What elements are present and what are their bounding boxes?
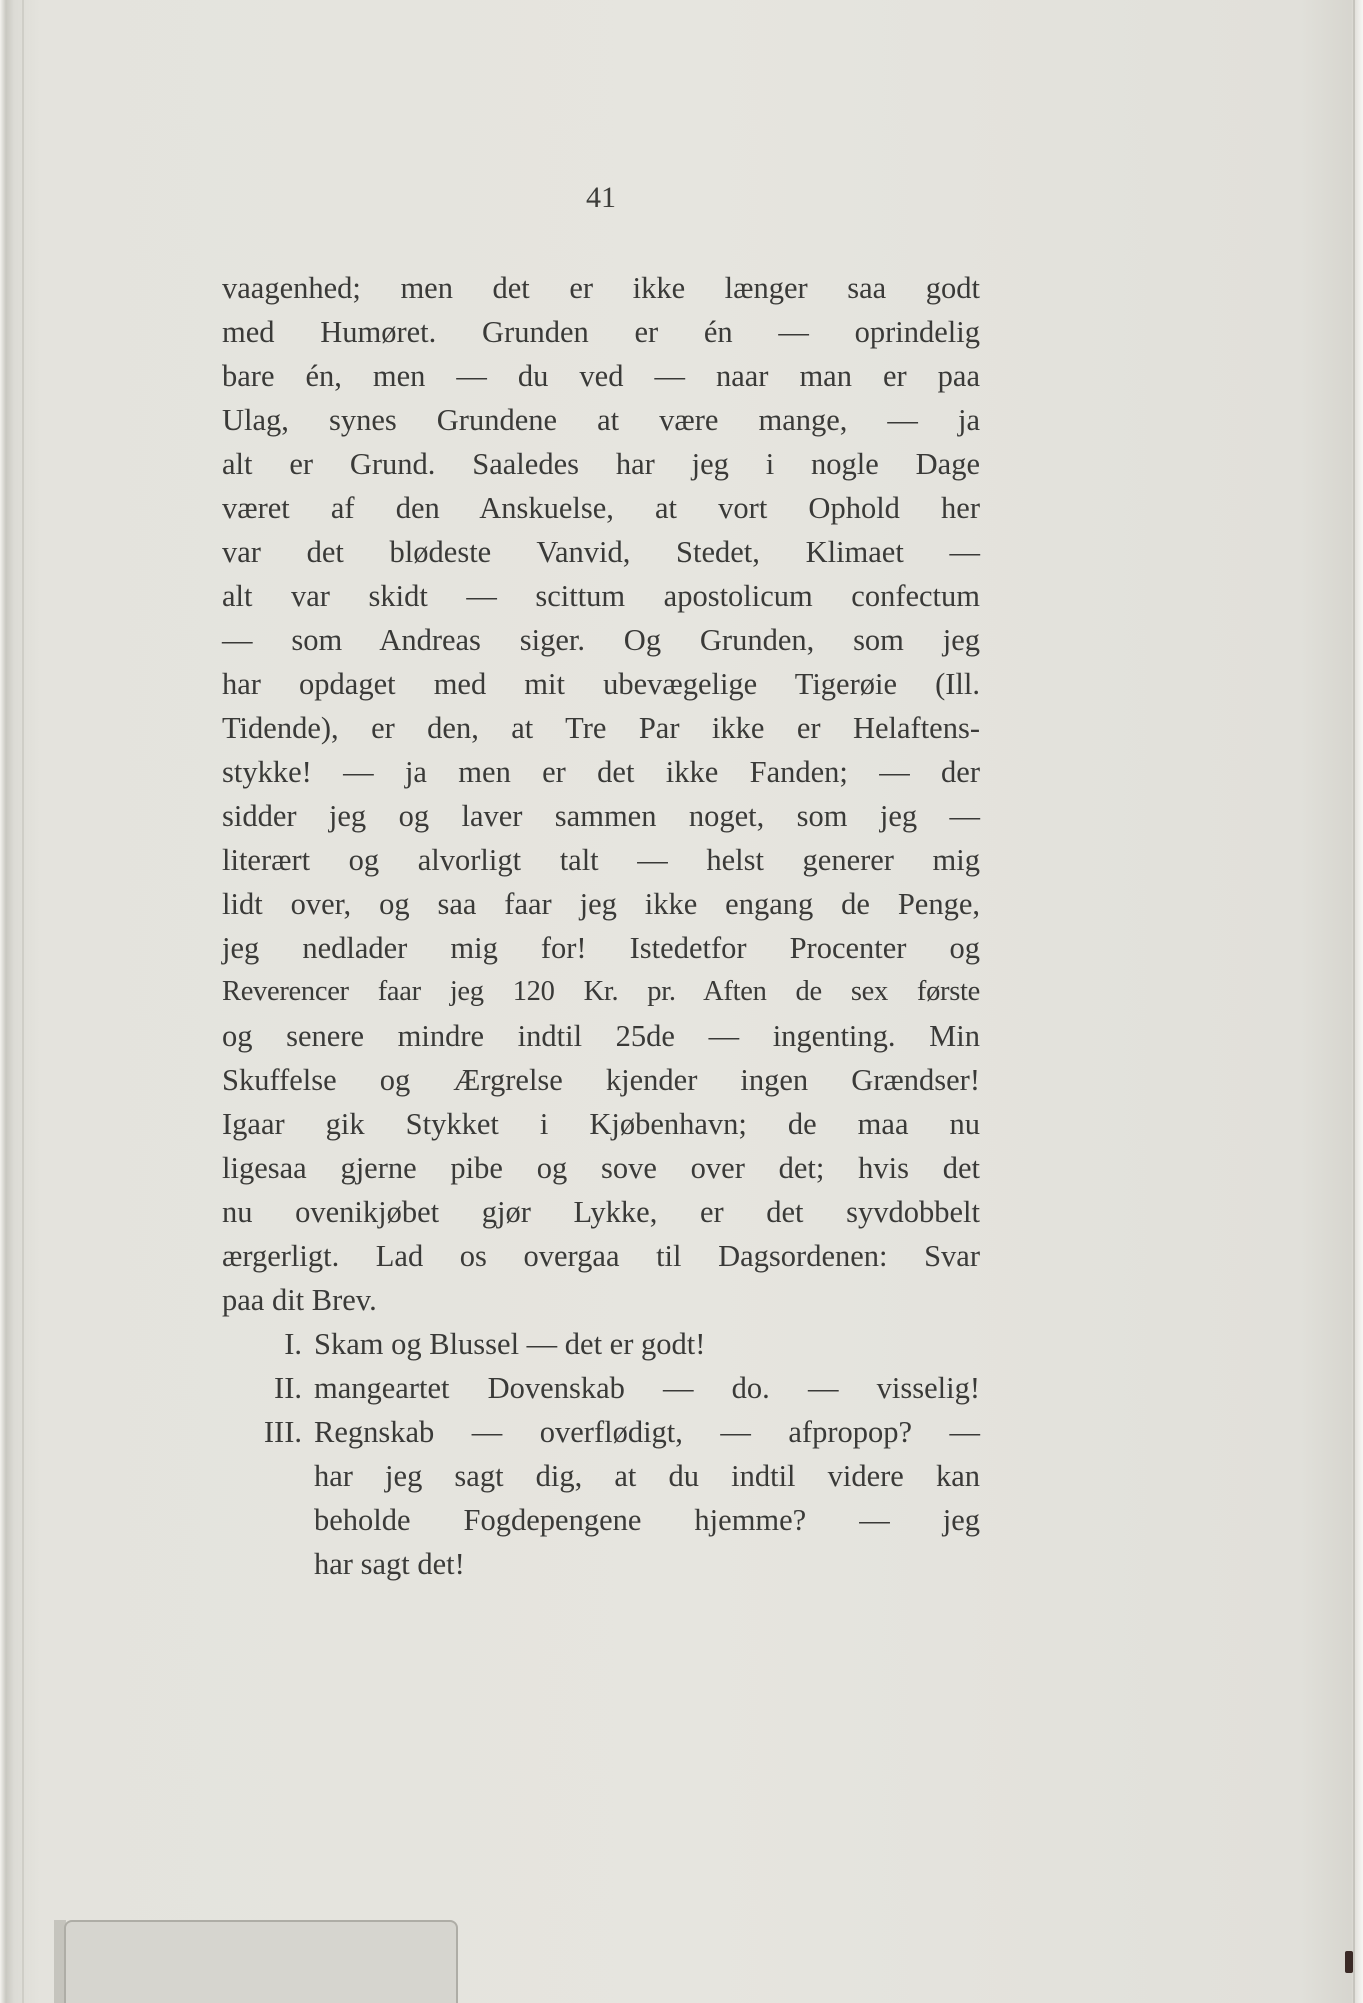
body-line: nu ovenikjøbet gjør Lykke, er det syvdobbelt	[222, 1195, 980, 1229]
body-line: ligesaa gjerne pibe og sove over det; hvis det	[222, 1151, 980, 1185]
list-line: har sagt det!	[314, 1547, 465, 1581]
body-line: været af den Anskuelse, at vort Ophold her	[222, 491, 980, 525]
body-line: lidt over, og saa faar jeg ikke engang de Penge,	[222, 887, 980, 921]
list-line: beholde Fogdepengene hjemme? — jeg	[314, 1503, 980, 1537]
list-line: har jeg sagt dig, at du indtil videre kan	[314, 1459, 980, 1493]
body-line: jeg nedlader mig for! Istedetfor Procenter og	[222, 931, 980, 965]
body-line: Skuffelse og Ærgrelse kjender ingen Grændser!	[222, 1063, 980, 1097]
body-line: — som Andreas siger. Og Grunden, som jeg	[222, 623, 980, 657]
body-line: og senere mindre indtil 25de — ingenting. Min	[222, 1019, 980, 1053]
body-line: sidder jeg og laver sammen noget, som jeg —	[222, 799, 980, 833]
list-line: Skam og Blussel — det er godt!	[314, 1327, 706, 1361]
left-page-edge	[0, 0, 30, 2003]
list-line: Regnskab — overflødigt, — afpropop? —	[314, 1415, 980, 1449]
body-line: stykke! — ja men er det ikke Fanden; — der	[222, 755, 980, 789]
corner-mark	[1345, 1951, 1353, 1973]
body-line: literært og alvorligt talt — helst generer mig	[222, 843, 980, 877]
list-number: I.	[284, 1327, 302, 1361]
body-line: alt var skidt — scittum apostolicum confectum	[222, 579, 980, 613]
body-line: Reverencer faar jeg 120 Kr. pr. Aften de sex første	[222, 976, 980, 1007]
body-line: bare én, men — du ved — naar man er paa	[222, 359, 980, 393]
body-line: alt er Grund. Saaledes har jeg i nogle Dage	[222, 447, 980, 481]
body-line: ærgerligt. Lad os overgaa til Dagsordenen: Svar	[222, 1239, 980, 1273]
body-line: paa dit Brev.	[222, 1283, 377, 1317]
body-line: vaagenhed; men det er ikke længer saa godt	[222, 271, 980, 305]
list-line: mangeartet Dovenskab — do. — visselig!	[314, 1371, 980, 1405]
body-line: med Humøret. Grunden er én — oprindelig	[222, 315, 980, 349]
body-line: har opdaget med mit ubevægelige Tigerøie (Ill.	[222, 667, 980, 701]
right-edge-line	[1353, 0, 1355, 2003]
bottom-paper-tab	[64, 1920, 458, 2003]
page-number: 41	[586, 181, 616, 214]
body-line: Ulag, synes Grundene at være mange, — ja	[222, 403, 980, 437]
body-line: Tidende), er den, at Tre Par ikke er Helaftens-	[222, 711, 980, 745]
left-edge-line	[22, 0, 24, 2003]
body-line: Igaar gik Stykket i Kjøbenhavn; de maa nu	[222, 1107, 980, 1141]
list-number: II.	[274, 1371, 302, 1405]
body-line: var det blødeste Vanvid, Stedet, Klimaet —	[222, 535, 980, 569]
list-number: III.	[263, 1415, 302, 1449]
